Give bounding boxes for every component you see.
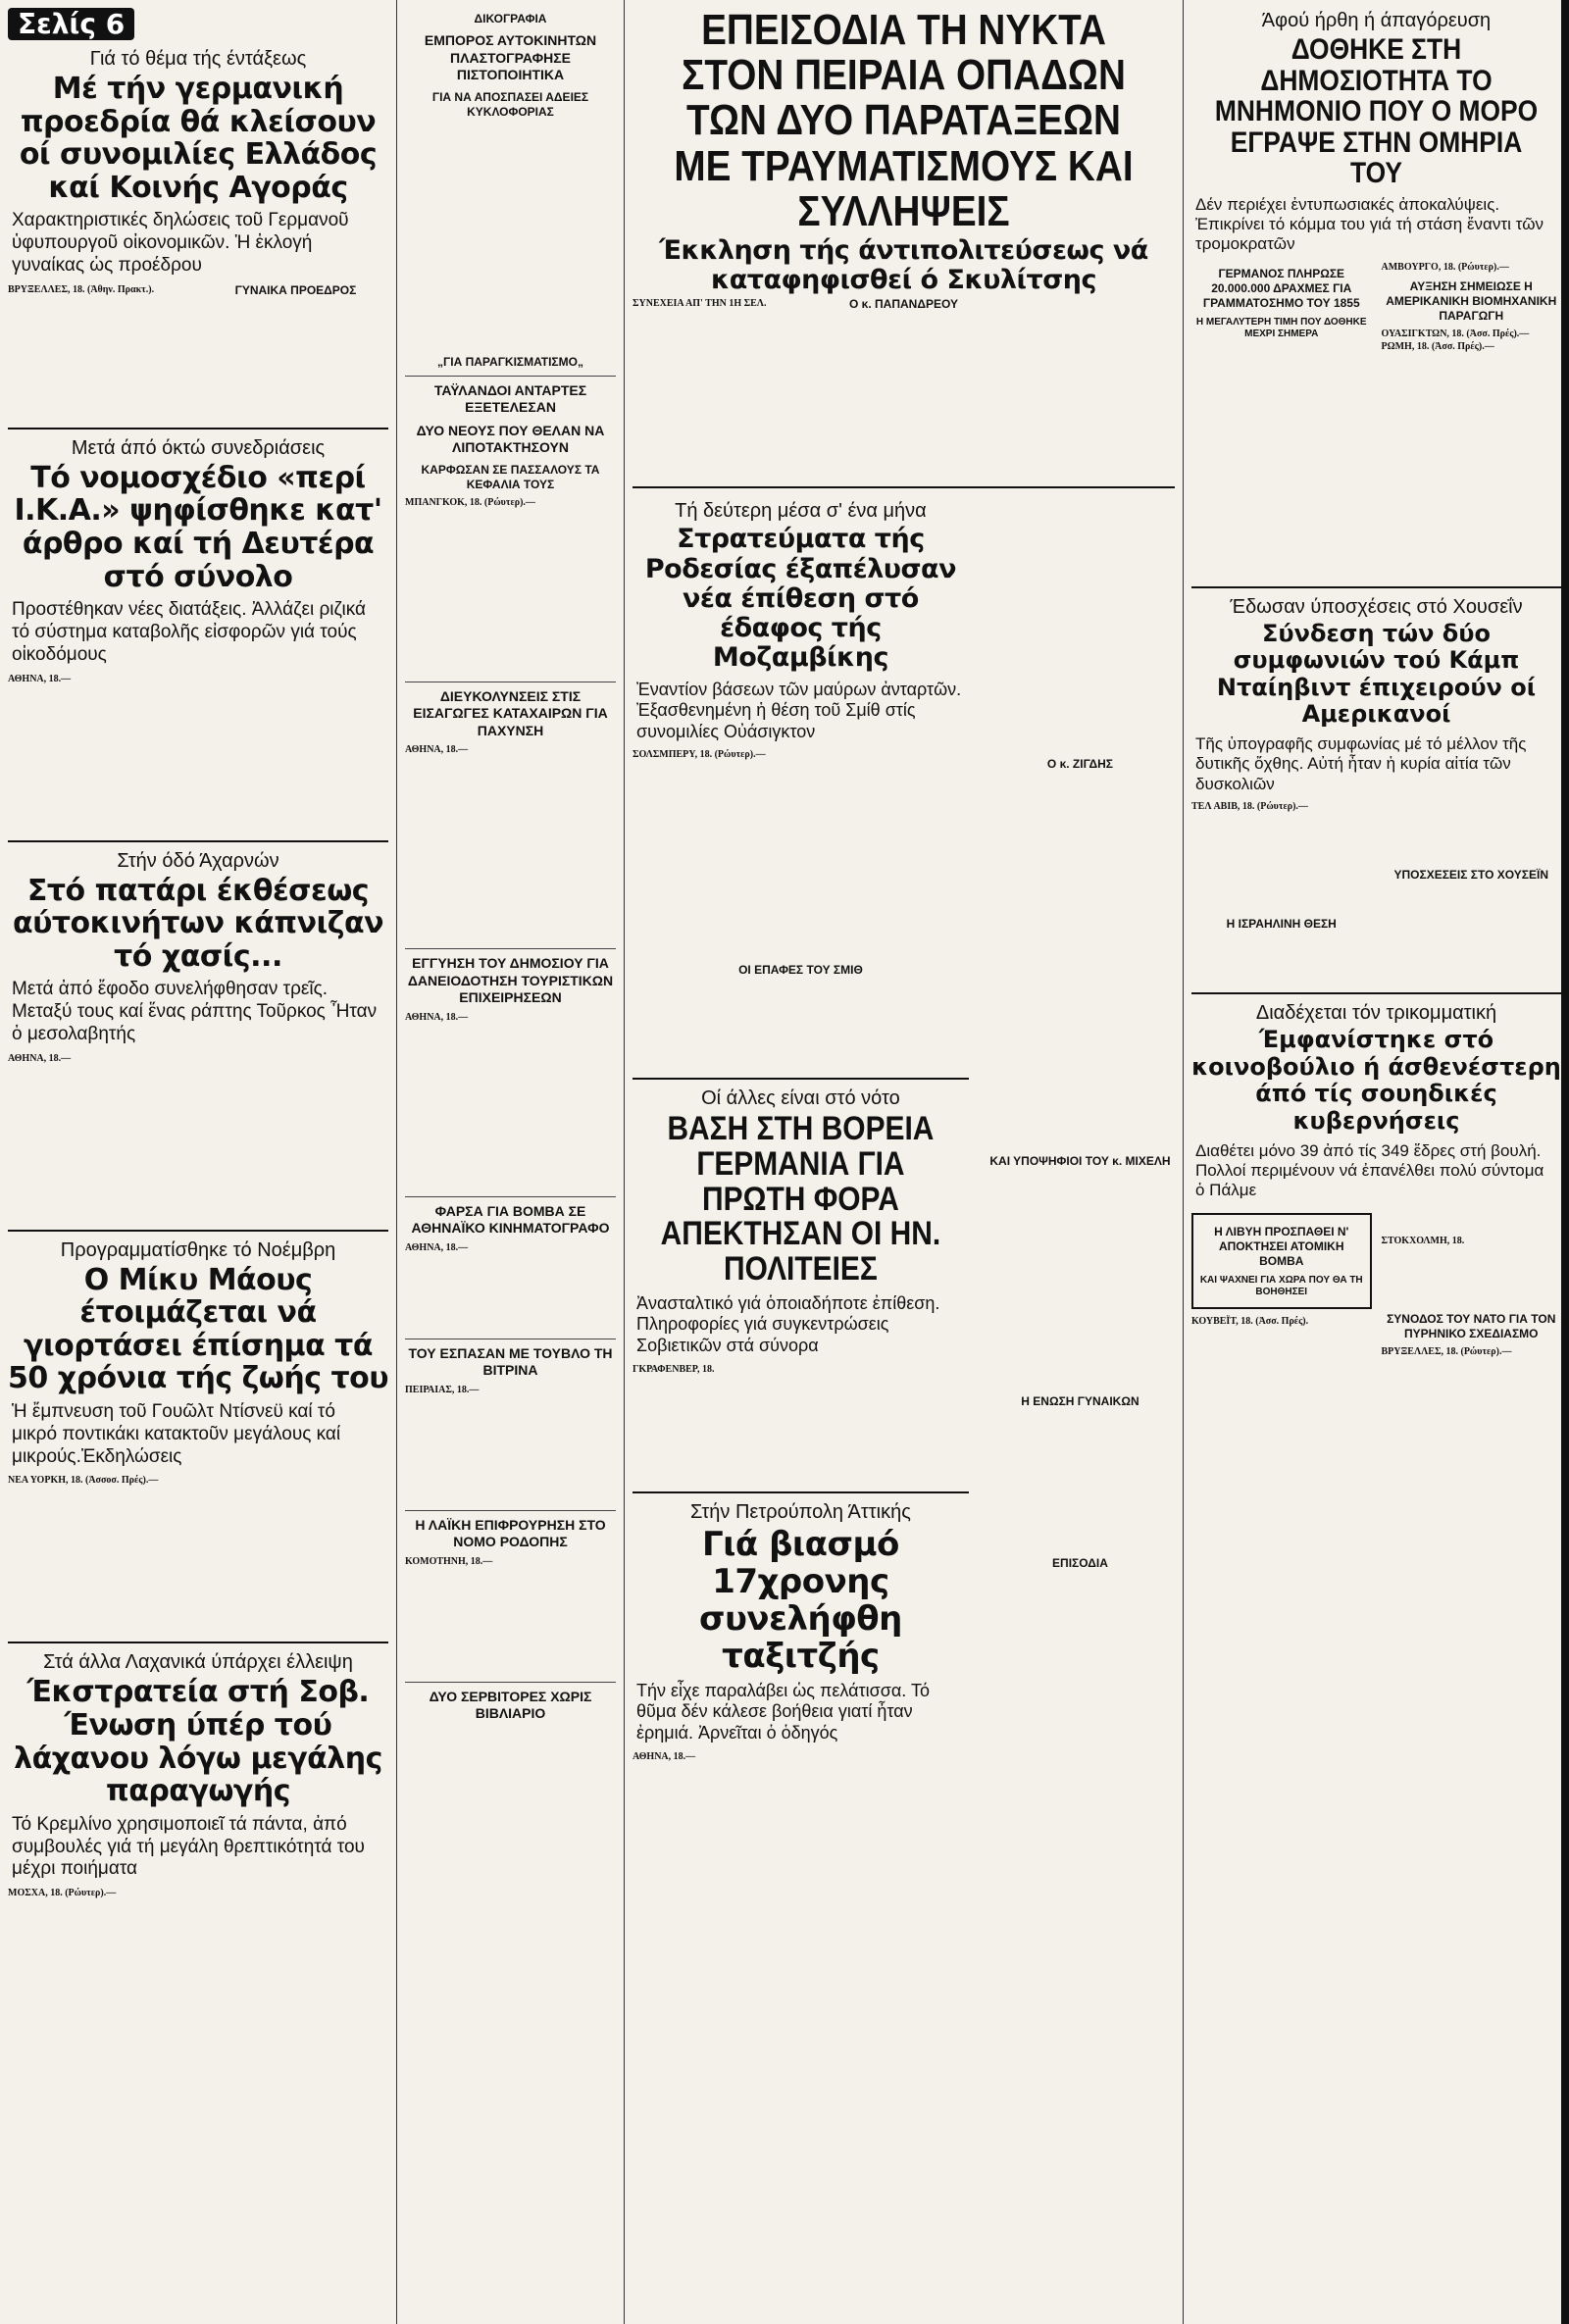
article-dateline: ΣΤΟΚΧΟΛΜΗ, 18. xyxy=(1381,1236,1465,1247)
brief-heading: ΦΑΡΣΑ ΓΙΑ ΒΟΜΒΑ ΣΕ ΑΘΗΝΑΪΚΟ ΚΙΝΗΜΑΤΟΓΡΑΦΟ xyxy=(411,1202,610,1236)
brief-waitresses xyxy=(405,1689,616,1723)
brief-dateline: ΑΘΗΝΑ, 18.— xyxy=(405,1241,469,1253)
column-4 xyxy=(1183,0,1569,2324)
article-deck: Τό Κρεμλίνο χρησιμοποιεῖ τά πάντα, ἀπό συμβουλές γιά τή μεγάλη θρεπτικότητά του μέχρι ποιήματα xyxy=(12,1813,365,1880)
text-block xyxy=(405,1568,616,1676)
article-headline: Τό νομοσχέδιο «περί Ι.Κ.Α.» ψηφίσθηκε κατ' άρθρο καί τή Δευτέρα στό σύνολο xyxy=(14,460,382,594)
brief-dateline: ΚΟΜΟΤΗΝΗ, 18.— xyxy=(405,1555,493,1567)
article-headline: ΔΟΘΗΚΕ ΣΤΗ ΔΗΜΟΣΙΟΤΗΤΑ ΤΟ ΜΝΗΜΟΝΙΟ ΠΟΥ Ο ΜΟΡΟ ΕΓΡΑΨΕ ΣΤΗΝ ΟΜΗΡΙΑ ΤΟΥ xyxy=(1214,33,1539,189)
text-block xyxy=(1382,886,1562,985)
libya-box xyxy=(1191,1213,1372,1309)
brief-dateline: ΟΥΑΣΙΓΚΤΩΝ, 18. (Ἀσσ. Πρές).— xyxy=(1381,328,1530,339)
brief-rodopi xyxy=(405,1517,616,1676)
brief-heading: ΕΜΠΟΡΟΣ ΑΥΤΟΚΙΝΗΤΩΝ ΠΛΑΣΤΟΓΡΑΦΗΣΕ ΠΙΣΤΟΠΟΙΗΤΙΚΑ xyxy=(424,32,597,82)
article-dateline: ΡΩΜΗ, 18. (Ἀσσ. Πρές).— xyxy=(1381,340,1494,352)
brief-bomb-hoax xyxy=(405,1203,616,1333)
text-block xyxy=(405,756,616,942)
article-piraeus-incidents xyxy=(633,8,1175,479)
article-kicker: Οί άλλες είναι στό νότο xyxy=(701,1087,900,1110)
article-deck: Τήν εἶχε παραλάβει ὡς πελάτισσα. Τό θῦμα δέν κάλεσε βοήθεια γιατί ἦταν ἐρημιά. Ἀρνεῖται ὁ ὁδηγός xyxy=(636,1680,930,1743)
article-mickey-mouse xyxy=(8,1239,388,1635)
brief-thai-rebels xyxy=(405,382,616,676)
page-number-badge: Σελίς 6 xyxy=(8,8,134,40)
brief-heading: ΔΥΟ ΝΕΟΥΣ ΠΟΥ ΘΕΛΑΝ ΝΑ ΛΙΠΟΤΑΚΤΗΣΟΥΝ xyxy=(416,422,605,455)
brief-cattle-imports xyxy=(405,688,616,943)
article-kicker: Στήν Πετρούπολη Άττικής xyxy=(689,1500,911,1523)
article-deck: Διαθέτει μόνο 39 ἀπό τίς 349 ἕδρες στή βουλή. Πολλοί περιμένουν νά ἐπανέλθει πολύ σύντομα ὁ Πάλμε xyxy=(1195,1140,1544,1200)
article-taxi-driver xyxy=(633,1501,969,1763)
article-kicker: Έδωσαν ύποσχέσεις στό Χουσεΐν xyxy=(1230,595,1523,618)
text-block xyxy=(8,685,388,833)
article-kicker: Στά άλλα Λαχανικά ύπάρχει έλλειψη xyxy=(43,1651,353,1674)
article-deck: Χαρακτηριστικές δηλώσεις τοῦ Γερμανοῦ ὑφυπουργοῦ οἰκονομικῶν. Ἡ ἐκλογή γυναίκας ὡς προέδρου xyxy=(12,210,349,276)
brief-heading: ΣΥΝΟΔΟΣ ΤΟΥ ΝΑΤΟ ΓΙΑ ΤΟΝ ΠΥΡΗΝΙΚΟ ΣΧΕΔΙΑΣΜΟ xyxy=(1387,1312,1556,1341)
article-inner-heading: Ο κ. ΖΙΓΔΗΣ xyxy=(1046,757,1113,772)
article-inner-heading: Ο κ. ΠΑΠΑΝΔΡΕΟΥ xyxy=(848,297,958,312)
brief-heading: ΔΥΟ ΣΕΡΒΙΤΟΡΕΣ ΧΩΡΙΣ ΒΙΒΛΙΑΡΙΟ xyxy=(429,1688,592,1721)
brief-dateline: ΑΜΒΟΥΡΓΟ, 18. (Ρώυτερ).— xyxy=(1381,261,1509,273)
article-dateline: ΑΘΗΝΑ, 18.— xyxy=(8,673,72,684)
article-headline: Έμφανίστηκε στό κοινοβούλιο ή άσθενέστερη άπό τίς σουηδικές κυβερνήσεις xyxy=(1191,1026,1561,1135)
text-block xyxy=(8,1487,388,1634)
article-eec-talks xyxy=(8,48,388,420)
brief-dateline: ΑΘΗΝΑ, 18.— xyxy=(405,1011,469,1023)
brief-heading: ΚΑΡΦΩΣΑΝ ΣΕ ΠΑΣΣΑΛΟΥΣ ΤΑ ΚΕΦΑΛΙΑ ΤΟΥΣ xyxy=(421,462,600,491)
article-kicker: Προγραμματίσθηκε τό Νοέμβρη xyxy=(60,1238,336,1261)
text-block xyxy=(1382,1247,1562,1306)
text-block xyxy=(986,1173,1175,1389)
brief-dateline: ΜΠΑΝΓΚΟΚ, 18. (Ρώυτερ).— xyxy=(405,496,535,508)
column-3 xyxy=(624,0,1183,2324)
article-cabbage xyxy=(8,1651,388,1899)
article-headline: ΒΑΣΗ ΣΤΗ ΒΟΡΕΙΑ ΓΕΡΜΑΝΙΑ ΓΙΑ ΠΡΩΤΗ ΦΟΡΑ ΑΠΕΚΤΗΣΑΝ ΟΙ ΗΝ. ΠΟΛΙΤΕΙΕΣ xyxy=(660,1110,941,1288)
brief-heading: Η ΛΑΪΚΗ ΕΠΙΦΡΟΥΡΗΣΗ ΣΤΟ ΝΟΜΟ ΡΟΔΟΠΗΣ xyxy=(415,1516,606,1549)
brief-dateline: ΠΕΙΡΑΙΑΣ, 18.— xyxy=(405,1384,480,1395)
article-deck: Δέν περιέχει ἐντυπωσιακές ἀποκαλύψεις. Ἐπικρίνει τό κόμμα του γιά τή στάση ἔναντι τῶν τρομοκρατῶν xyxy=(1195,194,1544,254)
brief-heading: ΔΙΕΥΚΟΛΥΝΣΕΙΣ ΣΤΙΣ ΕΙΣΑΓΩΓΕΣ ΚΑΤΑΧΑΙΡΩΝ ΓΙΑ ΠΑΧΥΝΣΗ xyxy=(413,687,608,738)
article-camp-david xyxy=(1191,596,1561,985)
brief-dateline: ΑΘΗΝΑ, 18.— xyxy=(405,744,469,755)
text-block xyxy=(986,496,1175,751)
article-headline: Μέ τήν γερμανική προεδρία θά κλείσουν οί συνομιλίες Ελλάδος καί Κοινής Αγοράς xyxy=(19,72,378,205)
text-block xyxy=(405,1024,616,1190)
article-subheadline: Έκκληση τής άντιπολιτεύσεως νά καταφηφισθεί ό Σκυλίτσης xyxy=(659,234,1148,296)
brief-subheading: ΚΑΙ ΨΑΧΝΕΙ ΓΙΑ ΧΩΡΑ ΠΟΥ ΘΑ ΤΗ ΒΟΗΘΗΣΕΙ xyxy=(1199,1274,1363,1298)
column-1 xyxy=(0,0,396,2324)
article-ika-bill xyxy=(8,437,388,833)
article-dateline: ΑΘΗΝΑ, 18.— xyxy=(633,1750,696,1762)
article-deck: Ἀνασταλτικό γιά ὁποιαδήποτε ἐπίθεση. Πληροφορίες γιά συγκεντρώσεις Σοβιετικῶν στά σύνορα xyxy=(636,1292,940,1355)
article-kicker: Γιά τό θέμα τής έντάξεως xyxy=(89,48,307,70)
text-block xyxy=(8,302,388,420)
article-inner-heading: Η ΕΝΩΣΗ ΓΥΝΑΙΚΩΝ xyxy=(1021,1394,1139,1409)
text-block xyxy=(986,776,1175,1148)
article-deck: Τῆς ὑπογραφῆς συμφωνίας μέ τό μέλλον τῆς δυτικῆς ὄχθης. Αὐτή ἦταν ἡ κυρία αἰτία τῶν δυσκολιῶν xyxy=(1195,734,1527,793)
article-inner-heading: Η ΙΣΡΑΗΛΙΝΗ ΘΕΣΗ xyxy=(1226,917,1337,932)
article-headline: ΕΠΕΙΣΟΔΙΑ ΤΗ ΝΥΚΤΑ ΣΤΟΝ ΠΕΙΡΑΙΑ ΟΠΑΔΩΝ ΤΩΝ ΔΥΟ ΠΑΡΑΤΑΞΕΩΝ ΜΕ ΤΡΑΥΜΑΤΙΣΜΟΥΣ ΚΑΙ ΣΥΛΛΗΨΕΙΣ xyxy=(674,6,1134,235)
article-hashish xyxy=(8,850,388,1222)
brief-heading: ΓΙΑ ΝΑ ΑΠΟΣΠΑΣΕΙ ΑΔΕΙΕΣ ΚΥΚΛΟΦΟΡΙΑΣ xyxy=(431,89,589,119)
text-block xyxy=(633,761,969,957)
brief-heading: ΓΕΡΜΑΝΟΣ ΠΛΗΡΩΣΕ 20.000.000 ΔΡΑΧΜΕΣ ΓΙΑ ΓΡΑΜΜΑΤΟΣΗΜΟ ΤΟΥ 1855 xyxy=(1202,266,1360,310)
brief-dateline: ΚΟΥΒΕΪΤ, 18. (Ἀσσ. Πρές). xyxy=(1191,1315,1309,1327)
article-dateline: ΜΟΣΧΑ, 18. (Ρώυτερ).— xyxy=(8,1888,117,1899)
article-inner-heading: ΚΑΙ ΥΠΟΨΗΦΙΟΙ ΤΟΥ κ. ΜΙΧΕΛΗ xyxy=(989,1154,1171,1169)
article-kicker: Στήν όδό Άχαρνών xyxy=(117,849,279,872)
article-headline: Στρατεύματα τής Ροδεσίας έξαπέλυσαν νέα έπίθεση στό έδαφος τής Μοζαμβίκης xyxy=(644,524,956,674)
brief-subheading: Η ΜΕΓΑΛΥΤΕΡΗ ΤΙΜΗ ΠΟΥ ΔΟΘΗΚΕ ΜΕΧΡΙ ΣΗΜΕΡΑ xyxy=(1195,316,1367,340)
article-deck: Μετά ἀπό ἔφοδο συνελήφθησαν τρεῖς. Μεταξύ τους καί ἕνας ράπτης Τοῦρκος Ἦταν ὁ μεσολαβητής xyxy=(12,979,378,1044)
article-continuation-column xyxy=(980,496,1175,1575)
article-dateline: ΓΚΡΑΦΕΝΒΕΡ, 18. xyxy=(633,1363,715,1375)
page-edge xyxy=(1561,0,1569,2324)
article-dateline: ΝΕΑ ΥΟΡΚΗ, 18. (Ἀσσοσ. Πρές).— xyxy=(8,1475,159,1487)
brief-heading: ΤΑΫΛΑΝΔΟΙ ΑΝΤΑΡΤΕΣ ΕΞΕΤΕΛΕΣΑΝ xyxy=(433,381,587,415)
brief-tourism-loans xyxy=(405,955,616,1190)
article-inner-heading: ΥΠΟΣΧΕΣΕΙΣ ΣΤΟ ΧΟΥΣΕΪΝ xyxy=(1393,868,1548,883)
article-headline: Ο Μίκυ Μάους έτοιμάζεται νά γιορτάσει έπίσημα τά 50 χρόνια τής ζωής του xyxy=(8,1262,388,1396)
article-kicker: Διαδέχεται τόν τρικομματική xyxy=(1255,1002,1497,1025)
article-dateline: ΑΘΗΝΑ, 18.— xyxy=(8,1052,72,1064)
brief-heading: ΕΓΓΥΗΣΗ ΤΟΥ ΔΗΜΟΣΙΟΥ ΓΙΑ ΔΑΝΕΙΟΔΟΤΗΣΗ ΤΟΥΡΙΣΤΙΚΩΝ ΕΠΙΧΕΙΡΗΣΕΩΝ xyxy=(407,955,614,1005)
brief-heading: „ΓΙΑ ΠΑΡΑΓΚΙΣΜΑΤΙΣΜΟ„ xyxy=(437,354,583,369)
text-block xyxy=(405,1254,616,1333)
text-block xyxy=(405,124,616,349)
article-moro-memo xyxy=(1191,10,1561,579)
article-deck: Προστέθηκαν νέες διατάξεις. Ἀλλάζει ριζικά τό σύστημα καταβολῆς εἰσφορῶν γιά τούς οἰκοδόμους xyxy=(12,599,367,665)
article-kicker: Τή δεύτερη μέσα σ' ένα μήνα xyxy=(675,500,927,523)
text-block xyxy=(986,1413,1175,1550)
article-headline: Σύνδεση τών δύο συμφωνιών τού Κάμπ Νταίηβιντ έπιχειρούν οί Αμερικανοί xyxy=(1216,619,1537,729)
text-block xyxy=(1191,813,1372,911)
article-inner-heading: ΟΙ ΕΠΑΦΕΣ ΤΟΥ ΣΜΙΘ xyxy=(738,963,863,978)
brief-heading: ΔΙΚΟΓΡΑΦΙΑ xyxy=(474,12,547,25)
column-2 xyxy=(396,0,624,2324)
article-subhead: ΓΥΝΑΙΚΑ ΠΡΟΕΔΡΟΣ xyxy=(234,282,357,297)
article-rhodesia xyxy=(633,496,969,1762)
brief-heading: ΤΟΥ ΕΣΠΑΣΑΝ ΜΕ ΤΟΥΒΛΟ ΤΗ ΒΙΤΡΙΝΑ xyxy=(408,1344,613,1378)
brief-dateline: ΒΡΥΞΕΛΛΕΣ, 18. (Ρώυτερ).— xyxy=(1381,1346,1512,1358)
article-dateline: ΒΡΥΞΕΛΛΕΣ, 18. (Ἀθην. Πρακτ.). xyxy=(8,283,155,295)
brief-car-dealer xyxy=(405,12,616,349)
article-us-base-germany xyxy=(633,1087,969,1483)
article-dateline: ΣΥΝΕΧΕΙΑ ΑΠ' ΤΗΝ 1Η ΣΕΛ. xyxy=(633,298,767,310)
brief-shop-window xyxy=(405,1345,616,1504)
text-block xyxy=(633,1376,969,1484)
text-block xyxy=(405,1396,616,1504)
article-kicker: Άφού ήρθη ή άπαγόρευση xyxy=(1261,10,1492,31)
article-deck: Ἡ ἔμπνευση τοῦ Γουῶλτ Ντίσνεϋ καί τό μικρό ποντικάκι κατακτοῦν μεγάλους καί μικρούς.Ἐκδηλώσεις xyxy=(12,1401,341,1467)
brief-heading: Η ΛΙΒΥΗ ΠΡΟΣΠΑΘΕΙ Ν' ΑΠΟΚΤΗΣΕΙ ΑΤΟΜΙΚΗ ΒΟΜΒΑ xyxy=(1214,1224,1349,1268)
text-block xyxy=(405,509,616,676)
text-block xyxy=(633,982,969,1070)
article-headline: Γιά βιασμό 17χρονης συνελήφθη ταξιτζής xyxy=(698,1524,902,1676)
article-headline: Στό πατάρι έκθέσεως αύτοκινήτων κάπνιζαν τό χασίς... xyxy=(12,873,384,974)
article-kicker: Μετά άπό όκτώ συνεδριάσεις xyxy=(71,436,326,459)
brief-heading: ΑΥΞΗΣΗ ΣΗΜΕΙΩΣΕ Η ΑΜΕΡΙΚΑΝΙΚΗ ΒΙΟΜΗΧΑΝΙΚΗ ΠΑΡΑΓΩΓΗ xyxy=(1386,278,1557,323)
article-dateline: ΣΟΛΣΜΠΕΡΥ, 18. (Ρώυτερ).— xyxy=(633,749,766,761)
article-sweden-government xyxy=(1191,1002,1561,1358)
article-inner-heading: ΕΠΙΣΟΔΙΑ xyxy=(1052,1556,1108,1571)
article-headline: Έκστρατεία στή Σοβ. Ένωση ύπέρ τού λάχανου λόγω μεγάλης παραγωγής xyxy=(14,1675,382,1809)
text-block xyxy=(1191,353,1561,579)
article-deck: Ἐναντίον βάσεων τῶν μαύρων ἀνταρτῶν. Ἐξασθενημένη ἡ θέση τοῦ Σμίθ στίς συνομιλίες Οὐάσιγκτον xyxy=(636,679,962,741)
text-block xyxy=(633,312,1175,479)
text-block xyxy=(8,1065,388,1222)
article-dateline: ΤΕΛ ΑΒΙΒ, 18. (Ρώυτερ).— xyxy=(1191,801,1308,813)
